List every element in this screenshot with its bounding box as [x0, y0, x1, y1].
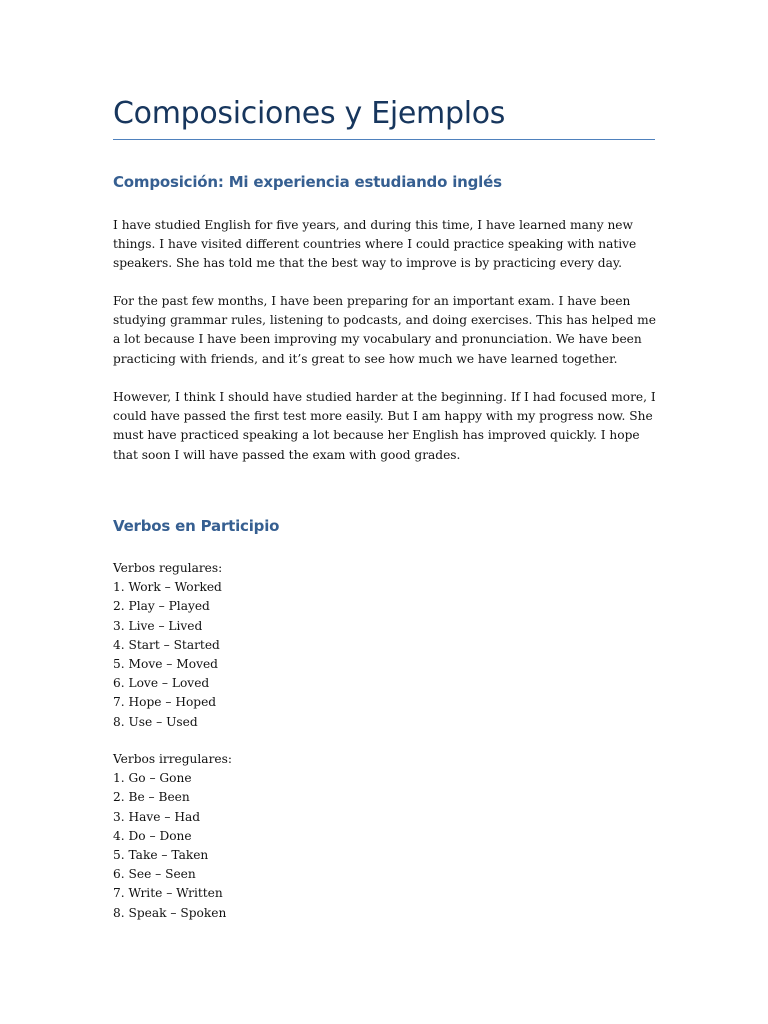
verbs-heading: Verbos en Participio — [113, 517, 280, 535]
list-item: 8. Use – Used — [113, 714, 198, 729]
list-item: 3. Live – Lived — [113, 618, 203, 633]
composition-heading: Composición: Mi experiencia estudiando inglés — [113, 173, 502, 191]
list-item: 6. Love – Loved — [113, 676, 210, 691]
regular-verbs-list — [113, 559, 513, 732]
list-item: 2. Be – Been — [113, 790, 190, 805]
composition-paragraph-3: However, I think I should have studied harder at the beginning. If I had focused more, I could have passed the first test more easily. But I am happy with my progress now. She must have practiced speaking a lot because her English has improved quickly. I hope that soon I will have passed the exam with good grades. — [113, 390, 656, 462]
list-item: 8. Speak – Spoken — [113, 905, 227, 920]
title-underline — [113, 139, 655, 140]
list-item: 5. Take – Taken — [113, 848, 209, 863]
list-item: 6. See – Seen — [113, 867, 196, 882]
list-item: 5. Move – Moved — [113, 657, 218, 672]
list-item: 1. Go – Gone — [113, 771, 192, 786]
irregular-verbs-label: Verbos irregulares: — [113, 752, 232, 766]
list-item: 7. Write – Written — [113, 886, 223, 901]
list-item: 1. Work – Worked — [113, 580, 222, 595]
list-item: 4. Do – Done — [113, 828, 192, 843]
list-item: 4. Start – Started — [113, 637, 220, 652]
list-item: 3. Have – Had — [113, 809, 201, 824]
composition-paragraph-2: For the past few months, I have been preparing for an important exam. I have been studying grammar rules, listening to podcasts, and doing exercises. This has helped me a lot because I have been improving my vocabulary and pronunciation. We have been practicing with friends, and it’s great to see how much we have learned together. — [113, 294, 656, 366]
composition-paragraph-1: I have studied English for five years, and during this time, I have learned many new things. I have visited different countries where I could practice speaking with native speakers. She has told me that the best way to improve is by practicing every day. — [113, 218, 637, 271]
document-title: Composiciones y Ejemplos — [113, 96, 506, 131]
regular-verbs-label: Verbos regulares: — [113, 561, 223, 575]
list-item: 7. Hope – Hoped — [113, 695, 217, 710]
list-item: 2. Play – Played — [113, 599, 210, 614]
irregular-verbs-list — [113, 750, 513, 923]
